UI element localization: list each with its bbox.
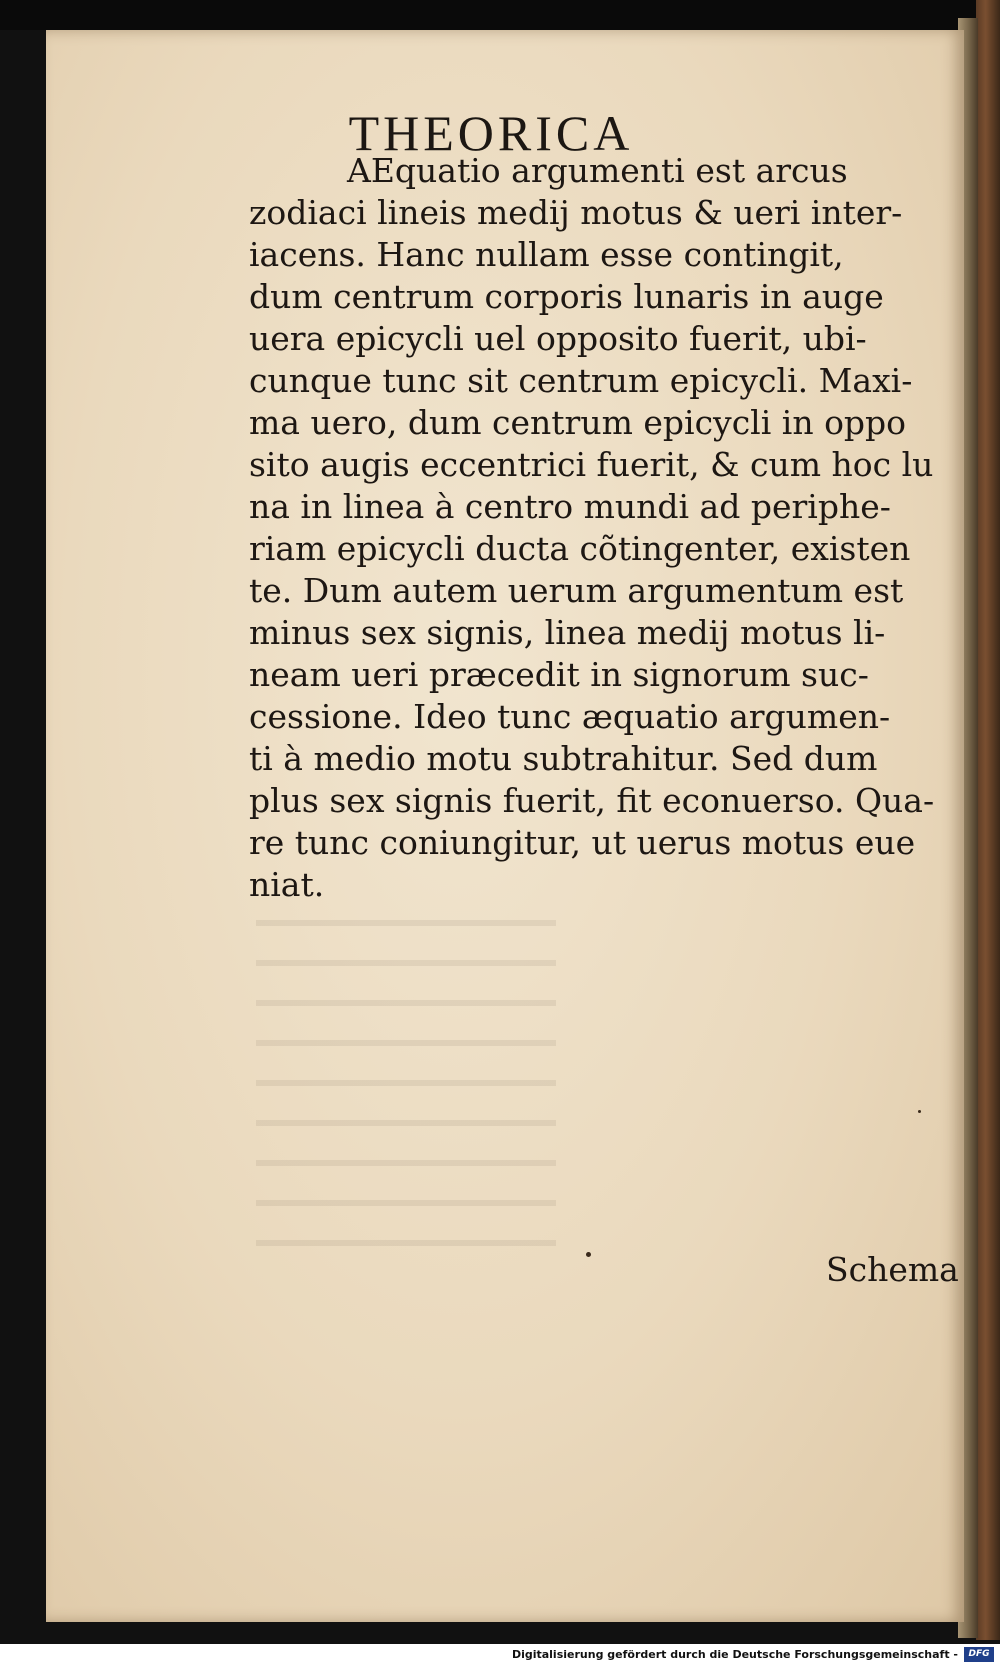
- text-line: dum centrum corporis lunaris in auge: [249, 277, 884, 316]
- funding-credit: Digitalisierung gefördert durch die Deutsche Forschungsgemeinschaft -: [511, 1648, 958, 1661]
- text-line: neam ueri præcedit in signorum suc-: [249, 655, 869, 694]
- dfg-logo: DFG: [964, 1647, 994, 1662]
- paper-fleck: [586, 1252, 591, 1257]
- text-line: cunque tunc sit centrum epicycli. Maxi-: [249, 361, 913, 400]
- text-line: riam epicycli ducta cõtingenter, existen: [249, 529, 911, 568]
- text-line: re tunc coniungitur, ut uerus motus eue: [249, 823, 916, 862]
- text-line: plus sex signis fuerit, fit econuerso. Qua-: [249, 781, 935, 820]
- digitization-footer: [0, 1644, 1000, 1666]
- book-page: [46, 30, 964, 1622]
- body-text: [249, 150, 969, 906]
- text-line: uera epicycli uel opposito fuerit, ubi-: [249, 319, 867, 358]
- text-line: zodiaci lineis medij motus & ueri inter-: [249, 193, 903, 232]
- text-line: na in linea à centro mundi ad periphe-: [249, 487, 891, 526]
- text-line: ti à medio motu subtrahitur. Sed dum: [249, 739, 878, 778]
- catchword: Schema: [826, 1250, 959, 1289]
- scan-top-border: [0, 0, 1000, 30]
- book-binding-edge: [976, 0, 1000, 1640]
- text-line: te. Dum autem uerum argumentum est: [249, 571, 904, 610]
- text-line: cessione. Ideo tunc æquatio argumen-: [249, 697, 891, 736]
- show-through-bleed: [256, 920, 556, 1280]
- text-line: ma uero, dum centrum epicycli in oppo: [249, 403, 907, 442]
- text-line: niat.: [249, 865, 325, 904]
- running-head: THEORICA: [348, 105, 634, 161]
- text-line: iacens. Hanc nullam esse contingit,: [249, 235, 844, 274]
- paper-fleck: [918, 1110, 921, 1113]
- text-line: AEquatio argumenti est arcus: [347, 151, 848, 190]
- text-line: minus sex signis, linea medij motus li-: [249, 613, 886, 652]
- text-line: sito augis eccentrici fuerit, & cum hoc lu: [249, 445, 934, 484]
